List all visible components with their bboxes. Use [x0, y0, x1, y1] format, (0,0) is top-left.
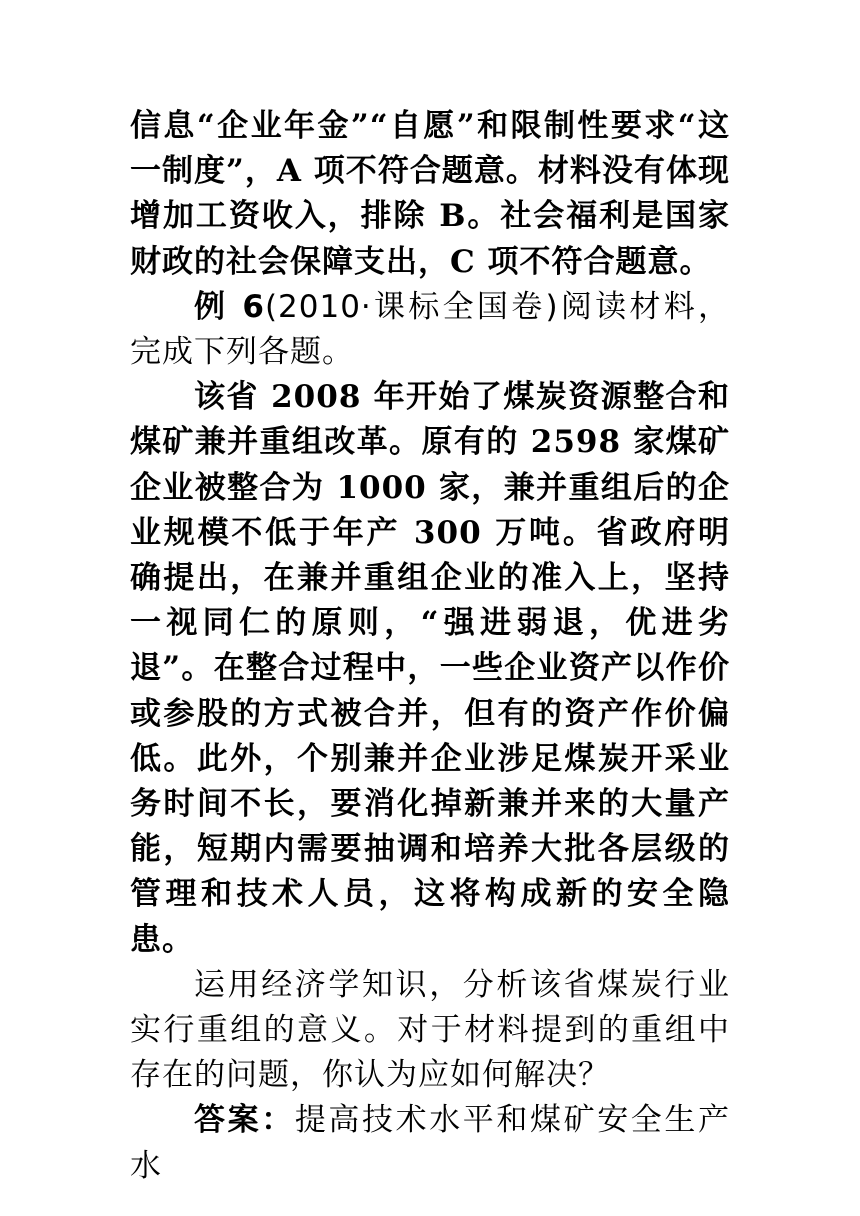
example-instruction: (2010·课标全国卷)阅读材料，完成下列各题。	[130, 288, 730, 371]
document-page	[130, 104, 730, 1189]
answer-label: 答案：	[194, 1102, 295, 1139]
answer-text: 提高技术水平和煤矿安全生产水	[130, 1102, 731, 1184]
answer-paragraph	[130, 1098, 730, 1188]
example-label: 例 6	[194, 288, 265, 325]
material-paragraph: 该省 2008 年开始了煤炭资源整合和煤矿兼并重组改革。原有的 2598 家煤矿企业被整合为 1000 家，兼并重组后的企业规模不低于年产 300 万吨。省政府明确提出，在兼并重组企业的准入上，坚持一视同仁的原则，“强进弱退，优进劣退”。在整合过程中，一些企业资产以作价或参股的方式被合并，但有的资产作价偏低。此外，个别兼并企业涉足煤炭开采业务时间不长，要消化掉新兼并来的大量产能，短期内需要抽调和培养大批各层级的管理和技术人员，这将构成新的安全隐患。	[130, 379, 730, 958]
answer-explanation-paragraph: 信息“企业年金”“自愿”和限制性要求“这一制度”，A 项不符合题意。材料没有体现增加工资收入，排除 B。社会福利是国家财政的社会保障支出，C 项不符合题意。	[130, 108, 730, 280]
question-paragraph: 运用经济学知识，分析该省煤炭行业实行重组的意义。对于材料提到的重组中存在的问题，你认为应如何解决？	[130, 966, 730, 1094]
example-6-heading	[130, 285, 730, 375]
